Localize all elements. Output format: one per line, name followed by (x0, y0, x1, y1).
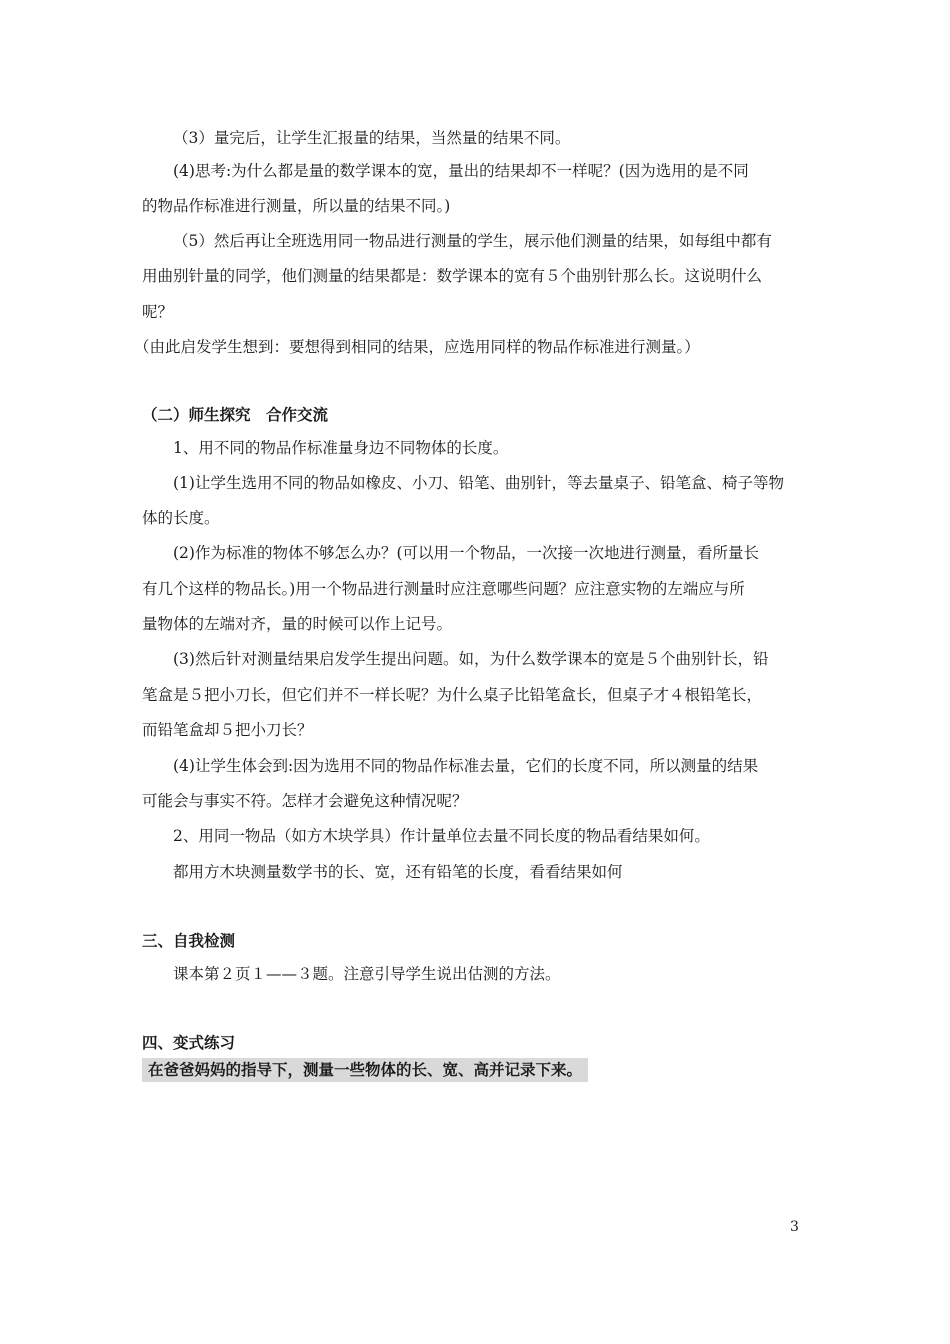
activity-1-step-1-line-1: (1)让学生选用不同的物品如橡皮、小刀、铅笔、曲别针，等去量桌子、铅笔盒、椅子等物 (173, 474, 784, 492)
paragraph-step-5-line-2: 用曲别针量的同学，他们测量的结果都是：数学课本的宽有５个曲别针那么长。这说明什么 (142, 267, 763, 285)
paragraph-step-4-line-2: 的物品作标准进行测量，所以量的结果不同。) (142, 197, 451, 215)
activity-1-step-2-line-1: (2)作为标准的物体不够怎么办？(可以用一个物品，一次接一次地进行测量，看所量长 (173, 544, 760, 562)
paragraph-step-4-line-1: (4)思考:为什么都是量的数学课本的宽，量出的结果却不一样呢？(因为选用的是不同 (173, 162, 749, 180)
activity-1-step-4-line-2: 可能会与事实不符。怎样才会避免这种情况呢？ (142, 792, 468, 810)
activity-2-detail: 都用方木块测量数学书的长、宽，还有铅笔的长度，看看结果如何 (173, 863, 623, 881)
section-heading-inquiry: （二）师生探究 合作交流 (142, 406, 329, 424)
self-check-text: 课本第２页１——３题。注意引导学生说出估测的方法。 (173, 965, 561, 983)
paragraph-step-3: （3）量完后，让学生汇报量的结果，当然量的结果不同。 (173, 129, 571, 147)
activity-1-step-1-line-2: 体的长度。 (142, 509, 220, 527)
activity-1-step-3-line-1: (3)然后针对测量结果启发学生提出问题。如，为什么数学课本的宽是５个曲别针长，铅 (173, 650, 769, 668)
activity-1-step-2-line-3: 量物体的左端对齐，量的时候可以作上记号。 (142, 615, 453, 633)
activity-1-step-3-line-2: 笔盒是５把小刀长，但它们并不一样长呢？为什么桌子比铅笔盒长，但桌子才４根铅笔长， (142, 686, 763, 704)
conclusion-note: （由此启发学生想到：要想得到相同的结果，应选用同样的物品作标准进行测量。） (134, 338, 700, 356)
section-heading-self-check: 三、自我检测 (142, 932, 236, 950)
activity-1-step-2-line-2: 有几个这样的物品长。)用一个物品进行测量时应注意哪些问题？应注意实物的左端应与所 (142, 580, 745, 598)
activity-1-step-3-line-3: 而铅笔盒却５把小刀长？ (142, 721, 313, 739)
activity-1-title: 1、用不同的物品作标准量身边不同物体的长度。 (173, 439, 509, 457)
exercise-highlight-box: 在爸爸妈妈的指导下，测量一些物体的长、宽、高并记录下来。 (142, 1058, 588, 1082)
section-heading-variant-practice: 四、变式练习 (142, 1034, 236, 1052)
page-number: 3 (790, 1219, 799, 1235)
paragraph-step-5-line-1: （5）然后再让全班选用同一物品进行测量的学生，展示他们测量的结果，如每组中都有 (173, 232, 772, 250)
activity-1-step-4-line-1: (4)让学生体会到:因为选用不同的物品作标准去量，它们的长度不同，所以测量的结果 (173, 757, 759, 775)
paragraph-step-5-line-3: 呢？ (142, 303, 174, 321)
activity-2-title: 2、用同一物品（如方木块学具）作计量单位去量不同长度的物品看结果如何。 (173, 827, 710, 845)
